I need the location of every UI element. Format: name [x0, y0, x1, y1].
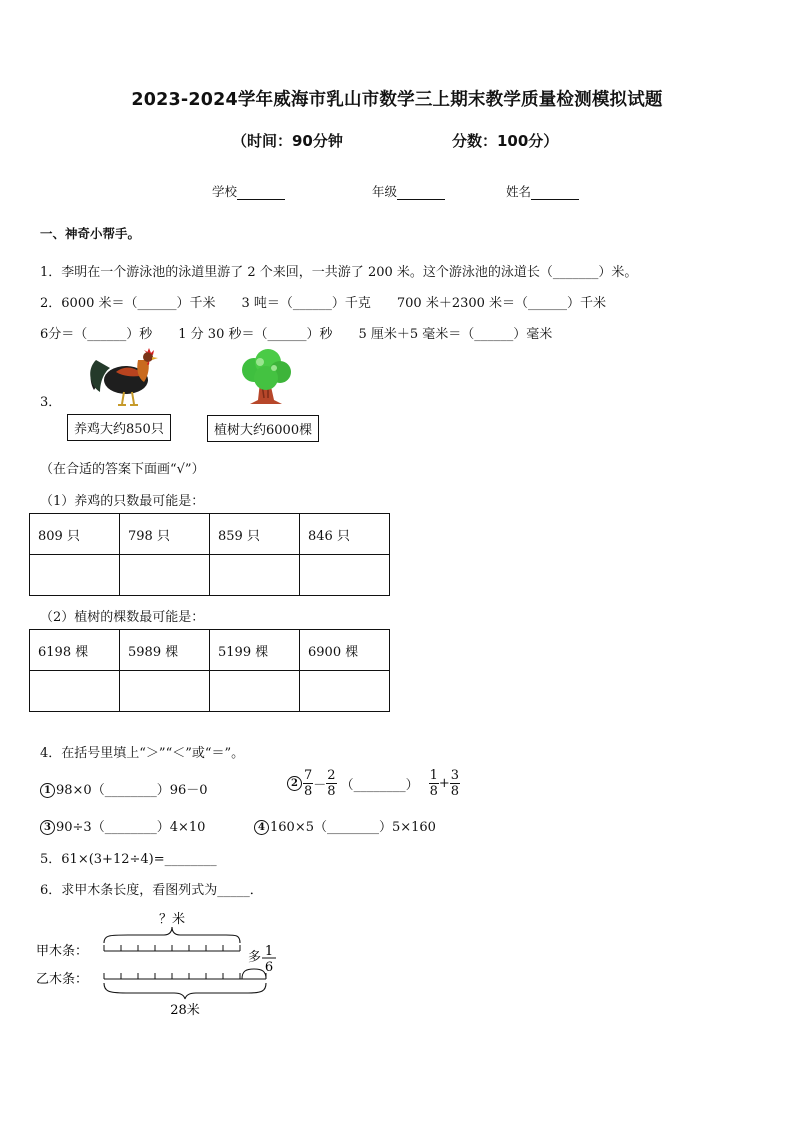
name-blank: [531, 186, 579, 200]
denominator: 8: [327, 784, 336, 799]
school-field: [212, 182, 285, 200]
tree-options-table: [29, 629, 390, 712]
question-4-item-3: [40, 816, 205, 835]
row-2-label: 乙木条：: [36, 972, 89, 987]
row-1-label: 甲木条：: [36, 944, 89, 959]
question-5: 5．61×(3+12÷4)=________: [40, 852, 217, 867]
answer-cell[interactable]: [30, 671, 120, 712]
question-3-number: 3．: [40, 395, 62, 410]
option-cell: 5989 棵: [120, 630, 210, 671]
page-title: 2023-2024学年威海市乳山市数学三上期末教学质量检测模拟试题: [131, 90, 663, 110]
question-2-line-1: 2．6000 米＝（______）千米 3 吨＝（______）千克 700 米＋2300 米＝（______）千米: [40, 296, 607, 311]
denominator: 8: [429, 784, 438, 799]
more-fraction-numerator: 1: [264, 944, 274, 959]
answer-cell[interactable]: [300, 555, 390, 596]
numerator: 1: [429, 768, 438, 783]
answer-cell[interactable]: [300, 671, 390, 712]
denominator: 8: [450, 784, 460, 799]
fraction-1-8: [429, 768, 439, 799]
plus-sign: +: [438, 776, 450, 791]
question-4-item-2: [287, 768, 460, 799]
option-cell: 809 只: [30, 514, 120, 555]
tree-label: 植树大约6000棵: [207, 415, 319, 442]
option-cell: 859 只: [210, 514, 300, 555]
option-cell: 5199 棵: [210, 630, 300, 671]
exam-score: 分数：100分）: [452, 132, 559, 150]
total-length-label: 28米: [170, 1003, 200, 1018]
question-1: 1．李明在一个游泳池的泳道里游了 2 个来回，一共游了 200 米。这个游泳池的泳道长（_______）米。: [40, 265, 638, 280]
question-2-line-2: 6分＝（______）秒 1 分 30 秒＝（______）秒 5 厘米＋5 毫米＝（______）毫米: [40, 327, 553, 342]
answer-cell[interactable]: [30, 555, 120, 596]
difference-brace: [242, 969, 266, 979]
fraction-7-8: [303, 768, 313, 799]
table-row: [30, 630, 390, 671]
fraction-3-8: [450, 768, 460, 799]
section-title: 一、神奇小帮手。: [40, 226, 141, 241]
option-cell: 846 只: [300, 514, 390, 555]
answer-cell[interactable]: [210, 671, 300, 712]
minus-sign: －: [313, 778, 327, 793]
bar-jia-ticks: [104, 945, 240, 951]
name-label: 姓名: [506, 184, 532, 199]
option-cell: 6198 棵: [30, 630, 120, 671]
question-length-label: ？米: [158, 912, 186, 927]
table-row: [30, 555, 390, 596]
question-6: 6．求甲木条长度，看图列式为_____．: [40, 883, 263, 898]
question-3-instruction: （在合适的答案下面画“√”）: [40, 462, 205, 477]
item-4-text: 160×5（________）5×160: [270, 820, 436, 835]
item-number-badge: 4: [254, 820, 269, 835]
fraction-2-8: [326, 768, 336, 799]
question-4: 4．在括号里填上“＞”“＜”或“＝”。: [40, 746, 245, 761]
chicken-label: 养鸡大约850只: [67, 414, 171, 441]
answer-cell[interactable]: [120, 555, 210, 596]
school-blank: [237, 186, 285, 200]
item-number-badge: 1: [40, 783, 55, 798]
option-cell: 798 只: [120, 514, 210, 555]
question-4-item-4: [254, 816, 436, 835]
grade-blank: [397, 186, 445, 200]
rooster-icon: [86, 346, 162, 408]
item-number-badge: 3: [40, 820, 55, 835]
denominator: 8: [304, 784, 313, 799]
answer-cell[interactable]: [210, 555, 300, 596]
grade-field: [372, 182, 445, 200]
item-3-text: 90÷3（________）4×10: [56, 820, 206, 835]
question-4-item-1: [40, 779, 208, 798]
table-row: [30, 671, 390, 712]
item-number-badge: 2: [287, 776, 302, 791]
answer-cell[interactable]: [120, 671, 210, 712]
item-1-text: 98×0（________）96－0: [56, 783, 208, 798]
option-cell: 6900 棵: [300, 630, 390, 671]
table-row: [30, 514, 390, 555]
numerator: 2: [327, 768, 336, 783]
more-label: 多: [248, 950, 262, 965]
numerator: 7: [304, 768, 313, 783]
wood-bar-diagram: [36, 905, 296, 1021]
numerator: 3: [450, 768, 460, 783]
school-label: 学校: [212, 184, 238, 199]
exam-time: （时间：90分钟: [232, 132, 343, 150]
bottom-brace: [104, 983, 266, 999]
top-brace: [104, 927, 240, 943]
answer-blank: （________）: [340, 778, 419, 793]
chicken-options-table: [29, 513, 390, 596]
question-3-part-1: （1）养鸡的只数最可能是：: [40, 494, 205, 509]
name-field: [506, 182, 579, 200]
more-fraction-denominator: 6: [264, 960, 274, 975]
tree-icon: [238, 348, 294, 406]
question-3-part-2: （2）植树的棵数最可能是：: [40, 610, 205, 625]
grade-label: 年级: [372, 184, 398, 199]
